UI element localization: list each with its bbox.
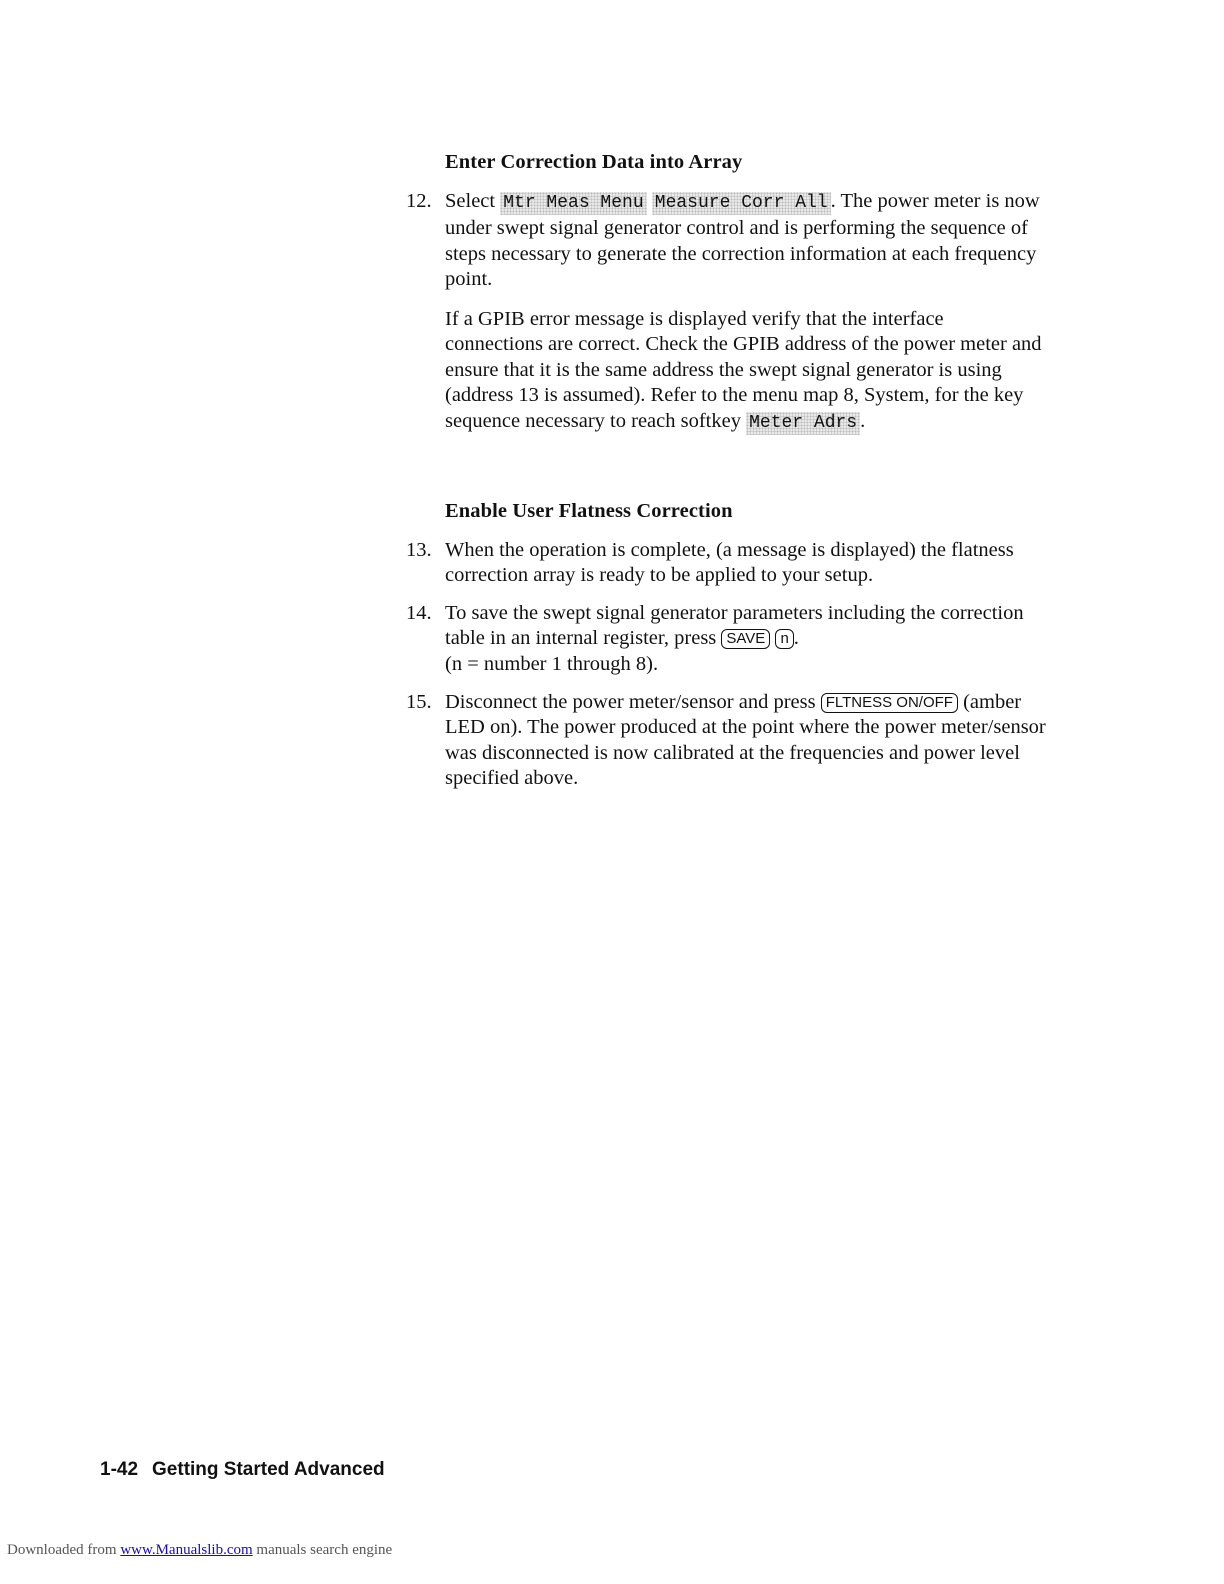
step-number: 12. (406, 190, 432, 212)
step-text: (amber LED on). The power produced at the point where the power meter/sensor was disconnected is now calibrated at the frequencies and power level specified above. (445, 691, 1046, 790)
step-body (445, 601, 1046, 677)
step-number: 13. (406, 539, 432, 561)
step-body (445, 690, 1046, 792)
note-suffix: . (860, 409, 866, 432)
step-number: 15. (406, 691, 432, 713)
step-number: 14. (406, 602, 432, 624)
step-text: To save the swept signal generator parameters including the correction table in an internal register, press (445, 602, 1024, 650)
step-13 (406, 538, 1046, 589)
softkey-meter-adrs: Meter Adrs (746, 412, 860, 435)
footer-section-title: Getting Started Advanced (152, 1459, 385, 1480)
step-body: When the operation is complete, (a message is displayed) the flatness correction array is ready to be applied to your setup. (445, 539, 1014, 587)
step-12 (406, 189, 1046, 293)
download-suffix: manuals search engine (252, 1542, 393, 1558)
step-text: Select (445, 190, 501, 212)
download-attribution (7, 1542, 392, 1559)
note-text: If a GPIB error message is displayed verify that the interface connections are correct. Check the GPIB address of the power meter and ensure that it is the same address the swept signal generator is using (address 13 is assumed). Refer to the menu map 8, System, for the key sequence necessary to reach softkey (445, 308, 1042, 432)
step-note: (n = number 1 through 8). (445, 652, 659, 675)
page-footer (100, 1459, 385, 1481)
section-heading-correction-data: Enter Correction Data into Array (445, 151, 743, 173)
step-body (445, 189, 1046, 293)
page-number: 1-42 (100, 1459, 139, 1480)
hardkey-fltness-on-off: FLTNESS ON/OFF (821, 693, 958, 713)
step-text: . The power meter is now under swept signal generator control and is performing the sequence of steps necessary to generate the correction information at each frequency point. (445, 190, 1040, 291)
step-14 (406, 601, 1046, 677)
manualslib-link[interactable]: www.Manualslib.com (120, 1542, 253, 1558)
step-suffix: . (793, 627, 799, 650)
softkey-mtr-meas-menu: Mtr Meas Menu (500, 192, 646, 215)
step-15 (406, 690, 1046, 792)
step-text: Disconnect the power meter/sensor and press (445, 691, 821, 713)
hardkey-save: SAVE (721, 629, 770, 649)
softkey-measure-corr-all: Measure Corr All (652, 192, 831, 215)
section-heading-user-flatness: Enable User Flatness Correction (445, 500, 733, 522)
gpib-note (445, 307, 1045, 436)
hardkey-n: n (775, 629, 793, 649)
download-prefix: Downloaded from (7, 1542, 121, 1558)
